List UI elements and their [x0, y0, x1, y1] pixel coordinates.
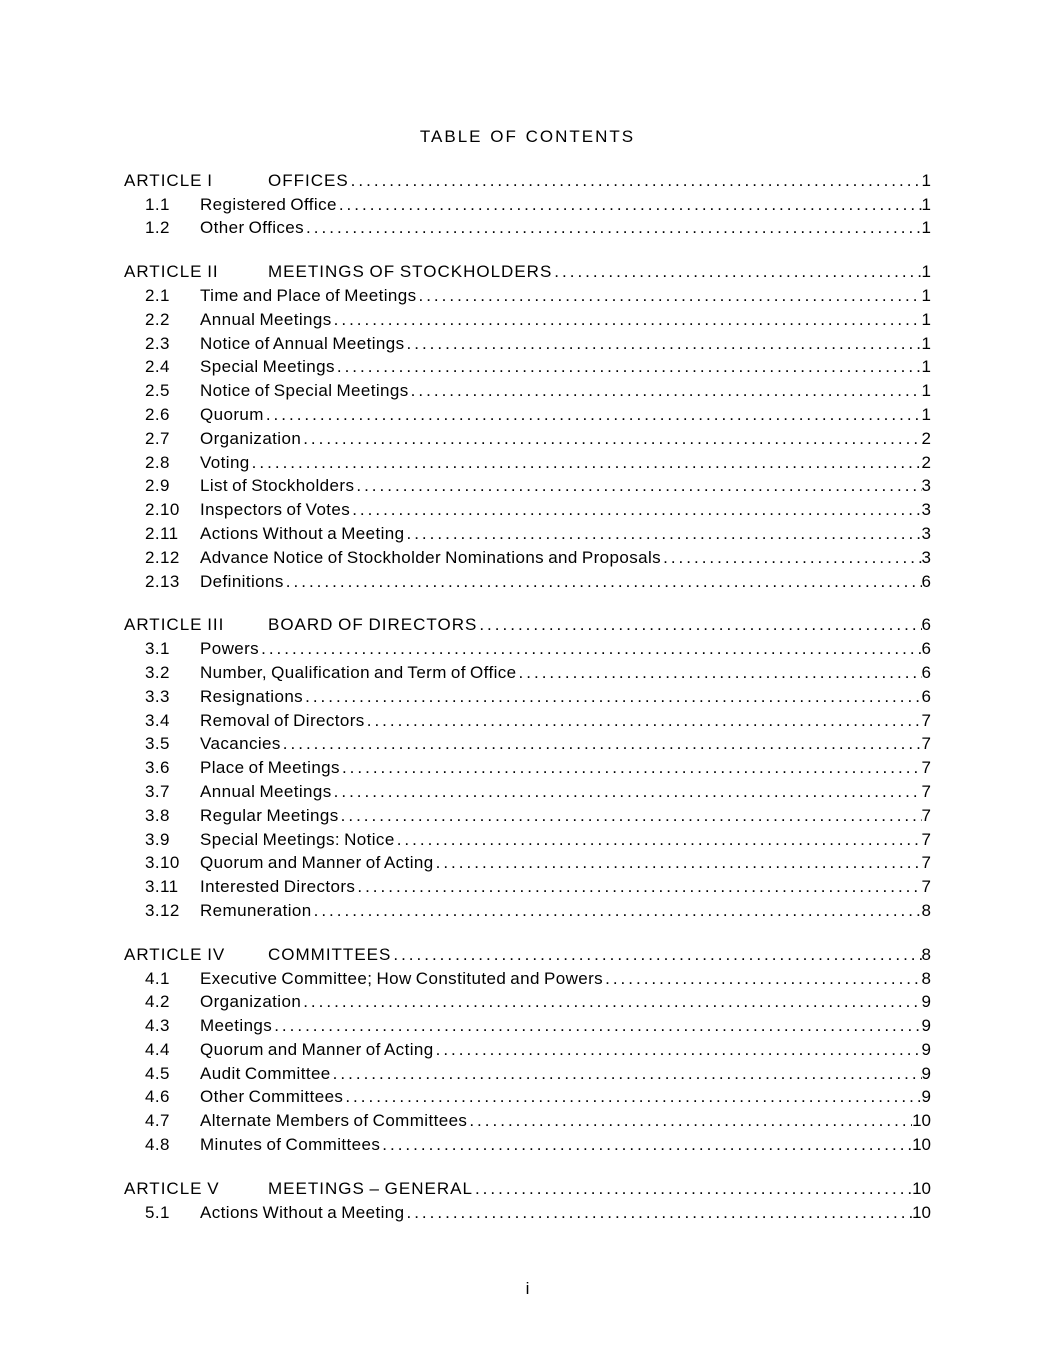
section-number: 3.7	[145, 781, 170, 801]
dot-leader	[434, 1038, 922, 1062]
section-title: Number, Qualification and Term of Office	[200, 662, 517, 682]
dot-leader	[409, 379, 922, 403]
article-label: ARTICLE IV	[124, 944, 226, 964]
toc-section-row	[124, 661, 931, 685]
section-title: Quorum and Manner of Acting	[200, 853, 434, 873]
section-page: 1	[921, 357, 931, 377]
section-number: 2.9	[145, 476, 170, 496]
section-page: 3	[921, 523, 931, 543]
section-number: 2.6	[145, 404, 170, 424]
toc-section-row	[124, 685, 931, 709]
section-page: 3	[921, 547, 931, 567]
toc-section-row	[124, 1038, 931, 1062]
dot-leader	[395, 828, 922, 852]
toc-section-row	[124, 498, 931, 522]
section-title: List of Stockholders	[200, 476, 355, 496]
dot-leader	[416, 284, 921, 308]
section-number: 3.3	[145, 686, 170, 706]
section-title: Regular Meetings	[200, 805, 339, 825]
section-title: Alternate Members of Committees	[200, 1111, 468, 1131]
toc-section-row	[124, 403, 931, 427]
section-title: Voting	[200, 452, 250, 472]
article-title: BOARD OF DIRECTORS	[268, 615, 478, 635]
section-title: Special Meetings	[200, 357, 335, 377]
dot-leader	[467, 1109, 912, 1133]
section-title: Notice of Special Meetings	[200, 381, 409, 401]
section-number: 2.11	[145, 523, 179, 543]
dot-leader	[332, 308, 922, 332]
dot-leader	[404, 1201, 912, 1225]
toc-section-row	[124, 1109, 931, 1133]
section-title: Annual Meetings	[200, 309, 332, 329]
section-number: 2.13	[145, 571, 180, 591]
toc-section-row	[124, 1085, 931, 1109]
toc-section-row	[124, 967, 931, 991]
toc-section-row	[124, 522, 931, 546]
toc-section-row	[124, 732, 931, 756]
toc-section-row	[124, 1201, 931, 1225]
dot-leader	[661, 546, 921, 570]
article-label: ARTICLE I	[124, 170, 213, 190]
section-title: Actions Without a Meeting	[200, 523, 405, 543]
article-page: 10	[912, 1178, 931, 1198]
dot-leader	[264, 403, 922, 427]
section-number: 2.8	[145, 452, 170, 472]
section-number: 5.1	[145, 1202, 170, 1222]
section-number: 3.2	[145, 662, 170, 682]
toc-section-row	[124, 899, 931, 923]
dot-leader	[259, 637, 921, 661]
section-number: 2.1	[145, 285, 170, 305]
section-title: Inspectors of Votes	[200, 500, 351, 520]
section-number: 2.10	[145, 500, 180, 520]
section-number: 4.2	[145, 992, 170, 1012]
article-page: 1	[921, 262, 931, 282]
article-page: 6	[921, 615, 931, 635]
toc-section-row	[124, 828, 931, 852]
section-page: 1	[921, 333, 931, 353]
article-label: ARTICLE V	[124, 1178, 220, 1198]
dot-leader	[434, 851, 922, 875]
section-number: 4.7	[145, 1111, 170, 1131]
section-title: Resignations	[200, 686, 304, 706]
toc-section-row	[124, 284, 931, 308]
section-title: Remuneration	[200, 900, 312, 920]
section-title: Place of Meetings	[200, 758, 340, 778]
section-page: 6	[921, 686, 931, 706]
section-title: Quorum and Manner of Acting	[200, 1039, 434, 1059]
section-page: 3	[921, 476, 931, 496]
toc-content	[124, 0, 931, 1224]
dot-leader	[284, 570, 922, 594]
toc-section-row	[124, 1062, 931, 1086]
section-page: 1	[921, 194, 931, 214]
toc-section-row	[124, 427, 931, 451]
section-title: Organization	[200, 992, 302, 1012]
toc-section-row	[124, 546, 931, 570]
toc-section-row	[124, 990, 931, 1014]
section-page: 9	[921, 1063, 931, 1083]
dot-leader	[250, 451, 922, 475]
toc-section-row	[124, 193, 931, 217]
section-title: Other Committees	[200, 1087, 344, 1107]
section-page: 10	[912, 1111, 931, 1131]
dot-leader	[301, 427, 921, 451]
section-title: Vacancies	[200, 734, 281, 754]
section-number: 3.4	[145, 710, 170, 730]
dot-leader	[365, 709, 922, 733]
toc-section-row	[124, 756, 931, 780]
toc-article-row	[124, 943, 931, 967]
dot-leader	[603, 967, 921, 991]
section-number: 3.9	[145, 829, 170, 849]
page-title: TABLE OF CONTENTS	[419, 127, 636, 146]
dot-leader	[405, 332, 922, 356]
section-number: 4.6	[145, 1087, 170, 1107]
section-number: 2.12	[145, 547, 180, 567]
toc-section-row	[124, 570, 931, 594]
section-title: Definitions	[200, 571, 284, 591]
article-title: OFFICES	[268, 170, 349, 190]
toc-section-row	[124, 451, 931, 475]
section-number: 2.4	[145, 357, 170, 377]
section-title: Other Offices	[200, 218, 305, 238]
section-title: Removal of Directors	[200, 710, 365, 730]
dot-leader	[272, 1014, 921, 1038]
section-title: Interested Directors	[200, 877, 356, 897]
toc-section-row	[124, 1014, 931, 1038]
dot-leader	[404, 522, 921, 546]
toc-section-row	[124, 332, 931, 356]
section-title: Registered Office	[200, 194, 337, 214]
section-title: Time and Place of Meetings	[200, 285, 417, 305]
dot-leader	[552, 260, 921, 284]
section-number: 4.3	[145, 1016, 170, 1036]
section-page: 9	[921, 1039, 931, 1059]
toc-section-row	[124, 355, 931, 379]
toc-section-row	[124, 308, 931, 332]
section-title: Advance Notice of Stockholder Nominations and Proposals	[200, 547, 662, 567]
section-page: 1	[921, 381, 931, 401]
toc-section-row	[124, 804, 931, 828]
section-title: Executive Committee; How Constituted and Powers	[200, 968, 604, 988]
section-title: Notice of Annual Meetings	[200, 333, 405, 353]
dot-leader	[331, 1062, 922, 1086]
toc-section-row	[124, 379, 931, 403]
section-page: 7	[921, 758, 931, 778]
dot-leader	[477, 613, 921, 637]
section-page: 9	[921, 1016, 931, 1036]
dot-leader	[349, 169, 922, 193]
section-page: 7	[921, 829, 931, 849]
toc-section-row	[124, 780, 931, 804]
section-page: 10	[912, 1202, 931, 1222]
section-page: 2	[921, 428, 931, 448]
toc-section-row	[124, 1133, 931, 1157]
section-title: Powers	[200, 639, 260, 659]
section-title: Organization	[200, 428, 302, 448]
section-page: 7	[921, 710, 931, 730]
section-title: Quorum	[200, 404, 264, 424]
section-number: 1.1	[145, 194, 170, 214]
section-number: 2.5	[145, 381, 170, 401]
dot-leader	[304, 216, 921, 240]
dot-leader	[350, 498, 921, 522]
section-page: 7	[921, 734, 931, 754]
article-label: ARTICLE III	[124, 615, 225, 635]
section-number: 4.5	[145, 1063, 170, 1083]
section-number: 3.5	[145, 734, 170, 754]
article-title: MEETINGS – GENERAL	[268, 1178, 473, 1198]
section-number: 2.7	[145, 428, 170, 448]
section-page: 6	[921, 662, 931, 682]
section-number: 2.3	[145, 333, 170, 353]
section-page: 7	[921, 805, 931, 825]
section-number: 4.8	[145, 1135, 170, 1155]
dot-leader	[473, 1177, 912, 1201]
section-number: 3.1	[145, 639, 170, 659]
section-page: 8	[921, 900, 931, 920]
toc-section-row	[124, 851, 931, 875]
section-title: Minutes of Committees	[200, 1135, 381, 1155]
toc-article-row	[124, 169, 931, 193]
toc-article-row	[124, 1177, 931, 1201]
toc-section-row	[124, 474, 931, 498]
article-title: MEETINGS OF STOCKHOLDERS	[268, 262, 553, 282]
section-page: 1	[921, 218, 931, 238]
section-number: 3.6	[145, 758, 170, 778]
section-number: 3.10	[145, 853, 180, 873]
section-page: 3	[921, 500, 931, 520]
dot-leader	[335, 355, 922, 379]
section-page: 6	[921, 639, 931, 659]
section-page: 1	[921, 404, 931, 424]
article-title: COMMITTEES	[268, 944, 392, 964]
section-page: 7	[921, 877, 931, 897]
section-number: 4.4	[145, 1039, 170, 1059]
section-title: Audit Committee	[200, 1063, 331, 1083]
dot-leader	[340, 756, 922, 780]
section-page: 1	[921, 309, 931, 329]
section-page: 2	[921, 452, 931, 472]
dot-leader	[339, 804, 922, 828]
section-title: Annual Meetings	[200, 781, 332, 801]
dot-leader	[303, 685, 921, 709]
toc-section-row	[124, 709, 931, 733]
section-page: 9	[921, 992, 931, 1012]
article-page: 8	[921, 944, 931, 964]
dot-leader	[380, 1133, 912, 1157]
section-title: Meetings	[200, 1016, 273, 1036]
dot-leader	[517, 661, 922, 685]
toc-list	[124, 169, 931, 1225]
section-number: 3.11	[145, 877, 179, 897]
section-number: 3.8	[145, 805, 170, 825]
dot-leader	[332, 780, 922, 804]
section-page: 7	[921, 853, 931, 873]
section-number: 3.12	[145, 900, 180, 920]
section-page: 7	[921, 781, 931, 801]
dot-leader	[312, 899, 922, 923]
toc-section-row	[124, 216, 931, 240]
article-page: 1	[921, 170, 931, 190]
toc-article-row	[124, 613, 931, 637]
article-label: ARTICLE II	[124, 262, 219, 282]
dot-leader	[337, 193, 922, 217]
section-number: 2.2	[145, 309, 170, 329]
section-number: 4.1	[145, 968, 170, 988]
section-page: 8	[921, 968, 931, 988]
dot-leader	[343, 1085, 921, 1109]
section-page: 10	[912, 1135, 931, 1155]
page-number-footer: i	[525, 1279, 530, 1298]
toc-article-row	[124, 260, 931, 284]
dot-leader	[391, 943, 921, 967]
dot-leader	[281, 732, 922, 756]
section-page: 9	[921, 1087, 931, 1107]
dot-leader	[354, 474, 921, 498]
section-number: 1.2	[145, 218, 170, 238]
toc-section-row	[124, 875, 931, 899]
section-title: Actions Without a Meeting	[200, 1202, 405, 1222]
dot-leader	[301, 990, 921, 1014]
dot-leader	[355, 875, 921, 899]
section-page: 1	[921, 285, 931, 305]
toc-section-row	[124, 637, 931, 661]
section-title: Special Meetings: Notice	[200, 829, 395, 849]
section-page: 6	[921, 571, 931, 591]
